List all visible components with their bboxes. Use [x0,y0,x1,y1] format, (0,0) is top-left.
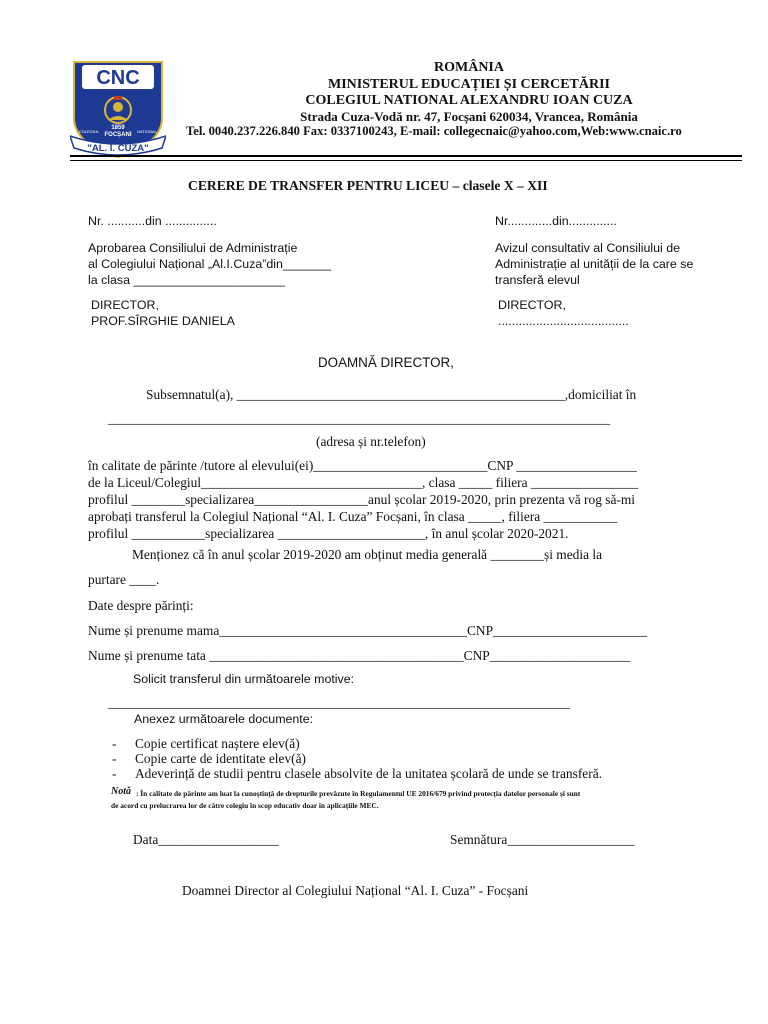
subsemnatul-line: Subsemnatul(a), _________________________________________________,domiciliat în [146,387,637,402]
document-bullet-1: - [112,736,117,751]
logo-left-word: COLEGIUL [78,129,100,134]
header-country: ROMÂNIA [434,60,504,75]
note-label: Notă [111,786,131,797]
document-item-1: Copie certificat naștere elev(ă) [135,736,300,751]
approval-right-line1: Avizul consultativ al Consiliului de [495,241,681,255]
college-logo [70,60,166,158]
body-line-1: în calitate de părinte /tutore al elevului(ei)__________________________CNP __________________ [88,458,637,473]
logo-city: FOCȘANI [104,132,132,138]
approval-right-line3: transferă elevul [495,273,580,287]
director-right-title: DIRECTOR, [498,298,566,312]
header-rule-thin [70,160,742,161]
mention-line-2: purtare ____. [88,572,160,587]
note-text [136,788,704,799]
document-item-2: Copie carte de identitate elev(ă) [135,751,307,766]
body-line-5: profilul ___________specializarea ______________________, în anul școlar 2020-2021. [88,526,569,541]
director-left-name: PROF.SÎRGHIE DANIELA [91,314,235,328]
signature-field: Semnătura___________________ [450,832,635,847]
salutation: DOAMNĂ DIRECTOR, [318,355,454,370]
approval-right-line2: Administrație al unității de la care se [495,257,694,271]
parents-title: Date despre părinți: [88,598,194,613]
body-line-2: de la Liceul/Colegiul_________________________________, clasa _____ filiera ________________ [88,475,639,490]
nr-right: Nr.............din.............. [495,214,617,228]
document-bullet-3: - [112,766,117,781]
body-line-3: profilul ________specializarea_________________anul școlar 2019-2020, prin prezenta vă rog să-mi [88,492,636,507]
note-text-line1: : În calitate de părinte am luat la cunoștință de drepturile prevăzute în Regulamentul UE 2016/679 privind protecția datelor personale și sunt [136,789,581,798]
nr-left: Nr. ...........din ............... [88,214,217,228]
approval-left-line2: al Colegiului Național „Al.I.Cuza”din_______ [88,257,332,271]
header-contact: Tel. 0040.237.226.840 Fax: 0337100243, E-mail: collegecnaic@yahoo.com,Web:www.cnaic.ro [186,124,682,138]
director-left-title: DIRECTOR, [91,298,159,312]
body-line-4: aprobați transferul la Colegiul Național “Al. I. Cuza” Focșani, în clasa _____, filiera ___________ [88,509,618,524]
date-field: Data__________________ [133,832,279,847]
header-ministry: MINISTERUL EDUCAȚIEI ȘI CERCETĂRII [327,77,611,92]
logo-text: CNC [96,67,140,89]
director-right-name: ...................................... [498,314,629,328]
logo-right-word: NATIONAL [137,129,157,134]
father-line: Nume și prenume tata ______________________________________CNP_____________________ [88,648,631,663]
header-rule-thick [70,155,742,157]
header-address: Strada Cuza-Vodă nr. 47, Focșani 620034, Vrancea, România [300,109,638,124]
mother-line: Nume și prenume mama_____________________________________CNP_______________________ [88,623,648,638]
motives-line: _____________________________________________________________________ [108,695,570,710]
logo-year: 1859 [111,125,125,131]
header-college: COLEGIUL NATIONAL ALEXANDRU IOAN CUZA [305,93,633,108]
address-line: ___________________________________________________________________________ [108,411,611,426]
document-bullet-2: - [112,751,117,766]
footer-addressee: Doamnei Director al Colegiului Național “Al. I. Cuza” - Focșani [182,883,529,898]
mention-line-1: Menționez că în anul școlar 2019-2020 am obținut media generală ________și media la [132,547,603,562]
annex-title: Anexez următoarele documente: [134,712,314,726]
approval-left-line1: Aprobarea Consiliului de Administrație [88,241,298,255]
form-title: CERERE DE TRANSFER PENTRU LICEU – clasele X – XII [188,178,548,193]
approval-left-line3: la clasa ______________________ [88,273,286,287]
motives-label: Solicit transferul din următoarele motive: [133,672,355,686]
address-caption: (adresa și nr.telefon) [316,434,426,449]
logo-ribbon: "AL. I. CUZA" [87,143,149,154]
document-item-3: Adeverință de studii pentru clasele absolvite de la unitatea școlară de unde se transferă. [135,766,602,781]
note-text-line2: de acord cu prelucrarea lor de către colegiu în scop educativ doar în aplicațiile MEC. [111,801,379,810]
